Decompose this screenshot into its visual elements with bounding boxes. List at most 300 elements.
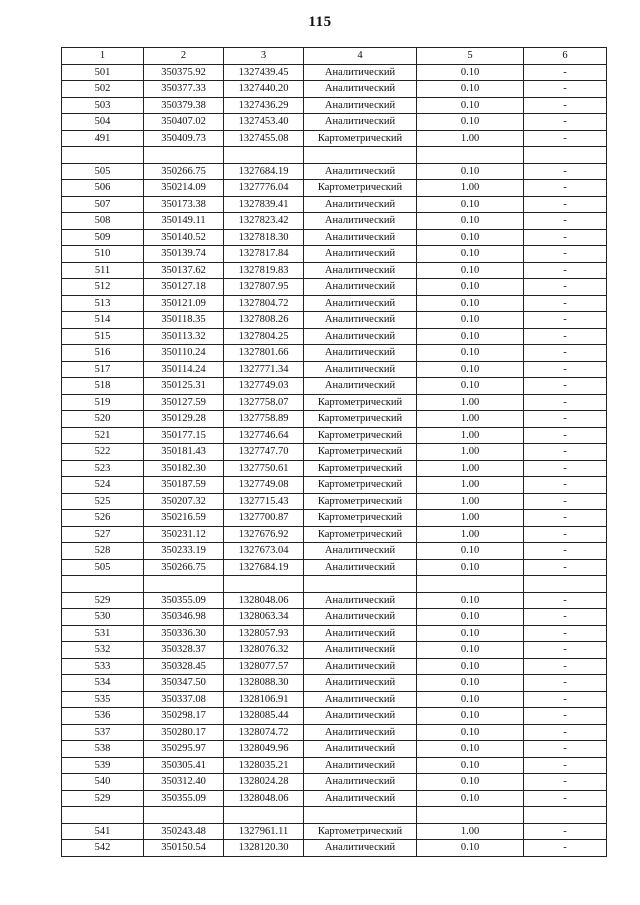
method-cell: Аналитический (304, 675, 417, 692)
table-row (62, 708, 607, 725)
accuracy-cell: 0.10 (417, 262, 524, 279)
point-number-cell: 513 (62, 295, 144, 312)
accuracy-cell: 0.10 (417, 675, 524, 692)
note-cell: - (524, 97, 607, 114)
note-cell: - (524, 774, 607, 791)
point-number-cell: 517 (62, 361, 144, 378)
y-coordinate-cell (224, 147, 304, 164)
point-number-cell: 532 (62, 642, 144, 659)
y-coordinate-cell: 1328048.06 (224, 790, 304, 807)
point-number-cell: 536 (62, 708, 144, 725)
y-coordinate-cell: 1328049.96 (224, 741, 304, 758)
y-coordinate-cell: 1328106.91 (224, 691, 304, 708)
y-coordinate-cell: 1328077.57 (224, 658, 304, 675)
point-number-cell (62, 147, 144, 164)
point-number-cell: 510 (62, 246, 144, 263)
accuracy-cell: 0.10 (417, 163, 524, 180)
accuracy-cell: 1.00 (417, 526, 524, 543)
point-number-cell: 539 (62, 757, 144, 774)
accuracy-cell: 0.10 (417, 229, 524, 246)
table-row (62, 625, 607, 642)
accuracy-cell: 0.10 (417, 790, 524, 807)
note-cell: - (524, 691, 607, 708)
table-row (62, 724, 607, 741)
note-cell: - (524, 246, 607, 263)
x-coordinate-cell: 350346.98 (144, 609, 224, 626)
y-coordinate-cell: 1328035.21 (224, 757, 304, 774)
table-row (62, 312, 607, 329)
method-cell (304, 576, 417, 593)
x-coordinate-cell: 350266.75 (144, 559, 224, 576)
method-cell: Картометрический (304, 411, 417, 428)
method-cell: Аналитический (304, 658, 417, 675)
accuracy-cell: 0.10 (417, 592, 524, 609)
point-number-cell: 538 (62, 741, 144, 758)
method-cell: Аналитический (304, 724, 417, 741)
x-coordinate-cell: 350328.37 (144, 642, 224, 659)
x-coordinate-cell: 350187.59 (144, 477, 224, 494)
method-cell: Аналитический (304, 642, 417, 659)
accuracy-cell: 0.10 (417, 295, 524, 312)
note-cell: - (524, 741, 607, 758)
table-row (62, 477, 607, 494)
note-cell: - (524, 625, 607, 642)
x-coordinate-cell: 350347.50 (144, 675, 224, 692)
note-cell: - (524, 724, 607, 741)
point-number-cell: 537 (62, 724, 144, 741)
point-number-cell: 541 (62, 823, 144, 840)
accuracy-cell: 1.00 (417, 444, 524, 461)
accuracy-cell (417, 807, 524, 824)
method-cell: Аналитический (304, 625, 417, 642)
accuracy-cell: 0.10 (417, 279, 524, 296)
point-number-cell (62, 807, 144, 824)
note-cell: - (524, 411, 607, 428)
note-cell: - (524, 295, 607, 312)
accuracy-cell: 1.00 (417, 130, 524, 147)
x-coordinate-cell: 350375.92 (144, 64, 224, 81)
accuracy-cell: 1.00 (417, 477, 524, 494)
y-coordinate-cell: 1327684.19 (224, 559, 304, 576)
note-cell: - (524, 361, 607, 378)
y-coordinate-cell: 1327436.29 (224, 97, 304, 114)
accuracy-cell: 1.00 (417, 510, 524, 527)
y-coordinate-cell: 1328057.93 (224, 625, 304, 642)
y-coordinate-cell: 1327771.34 (224, 361, 304, 378)
method-cell: Аналитический (304, 543, 417, 560)
y-coordinate-cell: 1327823.42 (224, 213, 304, 230)
y-coordinate-cell: 1327961.11 (224, 823, 304, 840)
point-number-cell: 540 (62, 774, 144, 791)
point-number-cell: 530 (62, 609, 144, 626)
y-coordinate-cell: 1327439.45 (224, 64, 304, 81)
accuracy-cell: 0.10 (417, 246, 524, 263)
y-coordinate-cell: 1327749.08 (224, 477, 304, 494)
y-coordinate-cell: 1327746.64 (224, 427, 304, 444)
y-coordinate-cell: 1327804.72 (224, 295, 304, 312)
x-coordinate-cell: 350110.24 (144, 345, 224, 362)
table-row (62, 592, 607, 609)
note-cell: - (524, 592, 607, 609)
x-coordinate-cell (144, 576, 224, 593)
y-coordinate-cell (224, 807, 304, 824)
accuracy-cell: 1.00 (417, 493, 524, 510)
method-cell: Аналитический (304, 840, 417, 857)
point-number-cell: 503 (62, 97, 144, 114)
y-coordinate-cell: 1327676.92 (224, 526, 304, 543)
method-cell: Аналитический (304, 774, 417, 791)
y-coordinate-cell: 1327673.04 (224, 543, 304, 560)
y-coordinate-cell: 1327819.83 (224, 262, 304, 279)
accuracy-cell (417, 147, 524, 164)
point-number-cell: 501 (62, 64, 144, 81)
y-coordinate-cell (224, 576, 304, 593)
table-row (62, 790, 607, 807)
note-cell: - (524, 642, 607, 659)
table-row (62, 609, 607, 626)
x-coordinate-cell: 350377.33 (144, 81, 224, 98)
x-coordinate-cell: 350336.30 (144, 625, 224, 642)
table-row (62, 807, 607, 824)
table-row (62, 543, 607, 560)
point-number-cell: 516 (62, 345, 144, 362)
note-cell: - (524, 675, 607, 692)
x-coordinate-cell: 350182.30 (144, 460, 224, 477)
method-cell: Аналитический (304, 609, 417, 626)
method-cell: Аналитический (304, 691, 417, 708)
note-cell: - (524, 279, 607, 296)
point-number-cell: 506 (62, 180, 144, 197)
x-coordinate-cell: 350118.35 (144, 312, 224, 329)
note-cell: - (524, 262, 607, 279)
note-cell: - (524, 823, 607, 840)
x-coordinate-cell: 350233.19 (144, 543, 224, 560)
table-row (62, 361, 607, 378)
table-row (62, 493, 607, 510)
coordinates-table (61, 47, 607, 857)
table-header-row (62, 48, 607, 65)
y-coordinate-cell: 1327700.87 (224, 510, 304, 527)
point-number-cell: 507 (62, 196, 144, 213)
method-cell: Аналитический (304, 114, 417, 131)
x-coordinate-cell: 350407.02 (144, 114, 224, 131)
table-row (62, 378, 607, 395)
method-cell (304, 147, 417, 164)
accuracy-cell: 0.10 (417, 642, 524, 659)
point-number-cell: 528 (62, 543, 144, 560)
method-cell: Аналитический (304, 64, 417, 81)
point-number-cell: 522 (62, 444, 144, 461)
accuracy-cell: 0.10 (417, 328, 524, 345)
method-cell: Аналитический (304, 708, 417, 725)
accuracy-cell: 0.10 (417, 97, 524, 114)
column-header: 6 (524, 48, 607, 65)
method-cell: Аналитический (304, 559, 417, 576)
accuracy-cell: 0.10 (417, 543, 524, 560)
x-coordinate-cell: 350129.28 (144, 411, 224, 428)
accuracy-cell: 0.10 (417, 378, 524, 395)
x-coordinate-cell: 350114.24 (144, 361, 224, 378)
note-cell: - (524, 658, 607, 675)
y-coordinate-cell: 1328024.28 (224, 774, 304, 791)
point-number-cell: 514 (62, 312, 144, 329)
point-number-cell: 521 (62, 427, 144, 444)
table-row (62, 196, 607, 213)
method-cell: Аналитический (304, 741, 417, 758)
point-number-cell: 529 (62, 790, 144, 807)
method-cell: Картометрический (304, 477, 417, 494)
point-number-cell: 508 (62, 213, 144, 230)
table-row (62, 757, 607, 774)
note-cell: - (524, 345, 607, 362)
x-coordinate-cell: 350231.12 (144, 526, 224, 543)
x-coordinate-cell: 350355.09 (144, 592, 224, 609)
point-number-cell: 511 (62, 262, 144, 279)
note-cell: - (524, 328, 607, 345)
x-coordinate-cell: 350298.17 (144, 708, 224, 725)
method-cell: Аналитический (304, 312, 417, 329)
x-coordinate-cell: 350328.45 (144, 658, 224, 675)
note-cell: - (524, 559, 607, 576)
method-cell: Картометрический (304, 493, 417, 510)
accuracy-cell (417, 576, 524, 593)
accuracy-cell: 0.10 (417, 312, 524, 329)
accuracy-cell: 1.00 (417, 180, 524, 197)
accuracy-cell: 0.10 (417, 114, 524, 131)
method-cell: Аналитический (304, 328, 417, 345)
table-row (62, 526, 607, 543)
x-coordinate-cell: 350173.38 (144, 196, 224, 213)
point-number-cell: 526 (62, 510, 144, 527)
x-coordinate-cell: 350121.09 (144, 295, 224, 312)
y-coordinate-cell: 1327453.40 (224, 114, 304, 131)
y-coordinate-cell: 1327808.26 (224, 312, 304, 329)
method-cell: Картометрический (304, 510, 417, 527)
accuracy-cell: 0.10 (417, 658, 524, 675)
table-row (62, 295, 607, 312)
table-row (62, 642, 607, 659)
x-coordinate-cell: 350243.48 (144, 823, 224, 840)
method-cell: Аналитический (304, 592, 417, 609)
note-cell: - (524, 180, 607, 197)
y-coordinate-cell: 1327758.07 (224, 394, 304, 411)
point-number-cell: 512 (62, 279, 144, 296)
point-number-cell (62, 576, 144, 593)
accuracy-cell: 0.10 (417, 774, 524, 791)
table-row (62, 510, 607, 527)
accuracy-cell: 0.10 (417, 691, 524, 708)
x-coordinate-cell: 350137.62 (144, 262, 224, 279)
point-number-cell: 504 (62, 114, 144, 131)
note-cell: - (524, 427, 607, 444)
point-number-cell: 509 (62, 229, 144, 246)
accuracy-cell: 0.10 (417, 757, 524, 774)
y-coordinate-cell: 1328048.06 (224, 592, 304, 609)
x-coordinate-cell: 350139.74 (144, 246, 224, 263)
note-cell: - (524, 526, 607, 543)
note-cell: - (524, 708, 607, 725)
method-cell: Аналитический (304, 81, 417, 98)
method-cell: Аналитический (304, 246, 417, 263)
note-cell: - (524, 460, 607, 477)
point-number-cell: 533 (62, 658, 144, 675)
method-cell: Аналитический (304, 345, 417, 362)
accuracy-cell: 0.10 (417, 741, 524, 758)
table-row (62, 279, 607, 296)
note-cell: - (524, 81, 607, 98)
x-coordinate-cell: 350150.54 (144, 840, 224, 857)
x-coordinate-cell: 350207.32 (144, 493, 224, 510)
table-row (62, 411, 607, 428)
point-number-cell: 491 (62, 130, 144, 147)
accuracy-cell: 1.00 (417, 394, 524, 411)
table-row (62, 229, 607, 246)
x-coordinate-cell: 350337.08 (144, 691, 224, 708)
y-coordinate-cell: 1327776.04 (224, 180, 304, 197)
y-coordinate-cell: 1328063.34 (224, 609, 304, 626)
method-cell: Аналитический (304, 262, 417, 279)
note-cell: - (524, 378, 607, 395)
note-cell: - (524, 130, 607, 147)
note-cell: - (524, 163, 607, 180)
note-cell: - (524, 229, 607, 246)
point-number-cell: 518 (62, 378, 144, 395)
x-coordinate-cell: 350379.38 (144, 97, 224, 114)
x-coordinate-cell: 350216.59 (144, 510, 224, 527)
y-coordinate-cell: 1328088.30 (224, 675, 304, 692)
accuracy-cell: 0.10 (417, 559, 524, 576)
table-row (62, 130, 607, 147)
accuracy-cell: 0.10 (417, 196, 524, 213)
table-row (62, 460, 607, 477)
note-cell: - (524, 493, 607, 510)
y-coordinate-cell: 1327758.89 (224, 411, 304, 428)
table-row (62, 180, 607, 197)
method-cell: Картометрический (304, 823, 417, 840)
y-coordinate-cell: 1327440.20 (224, 81, 304, 98)
point-number-cell: 505 (62, 163, 144, 180)
method-cell: Аналитический (304, 361, 417, 378)
table-row (62, 97, 607, 114)
note-cell: - (524, 114, 607, 131)
x-coordinate-cell (144, 147, 224, 164)
table-row (62, 394, 607, 411)
y-coordinate-cell: 1327747.70 (224, 444, 304, 461)
accuracy-cell: 0.10 (417, 213, 524, 230)
table-row (62, 427, 607, 444)
table-row (62, 774, 607, 791)
note-cell (524, 147, 607, 164)
table-row (62, 444, 607, 461)
accuracy-cell: 0.10 (417, 81, 524, 98)
note-cell (524, 807, 607, 824)
note-cell: - (524, 510, 607, 527)
y-coordinate-cell: 1327818.30 (224, 229, 304, 246)
point-number-cell: 529 (62, 592, 144, 609)
y-coordinate-cell: 1328074.72 (224, 724, 304, 741)
x-coordinate-cell: 350280.17 (144, 724, 224, 741)
accuracy-cell: 1.00 (417, 411, 524, 428)
column-header: 5 (417, 48, 524, 65)
column-header: 3 (224, 48, 304, 65)
note-cell: - (524, 312, 607, 329)
x-coordinate-cell: 350125.31 (144, 378, 224, 395)
accuracy-cell: 0.10 (417, 361, 524, 378)
method-cell: Аналитический (304, 790, 417, 807)
y-coordinate-cell: 1327455.08 (224, 130, 304, 147)
point-number-cell: 515 (62, 328, 144, 345)
point-number-cell: 519 (62, 394, 144, 411)
method-cell: Аналитический (304, 378, 417, 395)
accuracy-cell: 0.10 (417, 724, 524, 741)
point-number-cell: 542 (62, 840, 144, 857)
y-coordinate-cell: 1327801.66 (224, 345, 304, 362)
note-cell: - (524, 477, 607, 494)
x-coordinate-cell: 350312.40 (144, 774, 224, 791)
table-row (62, 328, 607, 345)
column-header: 2 (144, 48, 224, 65)
x-coordinate-cell: 350355.09 (144, 790, 224, 807)
note-cell: - (524, 213, 607, 230)
column-header: 1 (62, 48, 144, 65)
method-cell: Аналитический (304, 196, 417, 213)
point-number-cell: 520 (62, 411, 144, 428)
x-coordinate-cell: 350305.41 (144, 757, 224, 774)
x-coordinate-cell: 350127.59 (144, 394, 224, 411)
y-coordinate-cell: 1328076.32 (224, 642, 304, 659)
y-coordinate-cell: 1327817.84 (224, 246, 304, 263)
x-coordinate-cell: 350113.32 (144, 328, 224, 345)
table-row (62, 81, 607, 98)
method-cell: Картометрический (304, 427, 417, 444)
x-coordinate-cell: 350409.73 (144, 130, 224, 147)
method-cell: Аналитический (304, 295, 417, 312)
method-cell: Аналитический (304, 213, 417, 230)
method-cell: Картометрический (304, 526, 417, 543)
table-row (62, 691, 607, 708)
table-row (62, 163, 607, 180)
table-body (62, 64, 607, 856)
point-number-cell: 531 (62, 625, 144, 642)
y-coordinate-cell: 1327839.41 (224, 196, 304, 213)
method-cell: Аналитический (304, 279, 417, 296)
point-number-cell: 535 (62, 691, 144, 708)
method-cell: Аналитический (304, 163, 417, 180)
point-number-cell: 502 (62, 81, 144, 98)
x-coordinate-cell: 350177.15 (144, 427, 224, 444)
accuracy-cell: 1.00 (417, 427, 524, 444)
x-coordinate-cell: 350295.97 (144, 741, 224, 758)
accuracy-cell: 0.10 (417, 609, 524, 626)
note-cell: - (524, 64, 607, 81)
y-coordinate-cell: 1328085.44 (224, 708, 304, 725)
point-number-cell: 505 (62, 559, 144, 576)
note-cell: - (524, 444, 607, 461)
accuracy-cell: 0.10 (417, 64, 524, 81)
accuracy-cell: 0.10 (417, 625, 524, 642)
point-number-cell: 523 (62, 460, 144, 477)
method-cell: Аналитический (304, 757, 417, 774)
table-row (62, 262, 607, 279)
table-row (62, 675, 607, 692)
y-coordinate-cell: 1328120.30 (224, 840, 304, 857)
note-cell: - (524, 196, 607, 213)
point-number-cell: 527 (62, 526, 144, 543)
y-coordinate-cell: 1327749.03 (224, 378, 304, 395)
table-row (62, 576, 607, 593)
y-coordinate-cell: 1327684.19 (224, 163, 304, 180)
accuracy-cell: 0.10 (417, 840, 524, 857)
